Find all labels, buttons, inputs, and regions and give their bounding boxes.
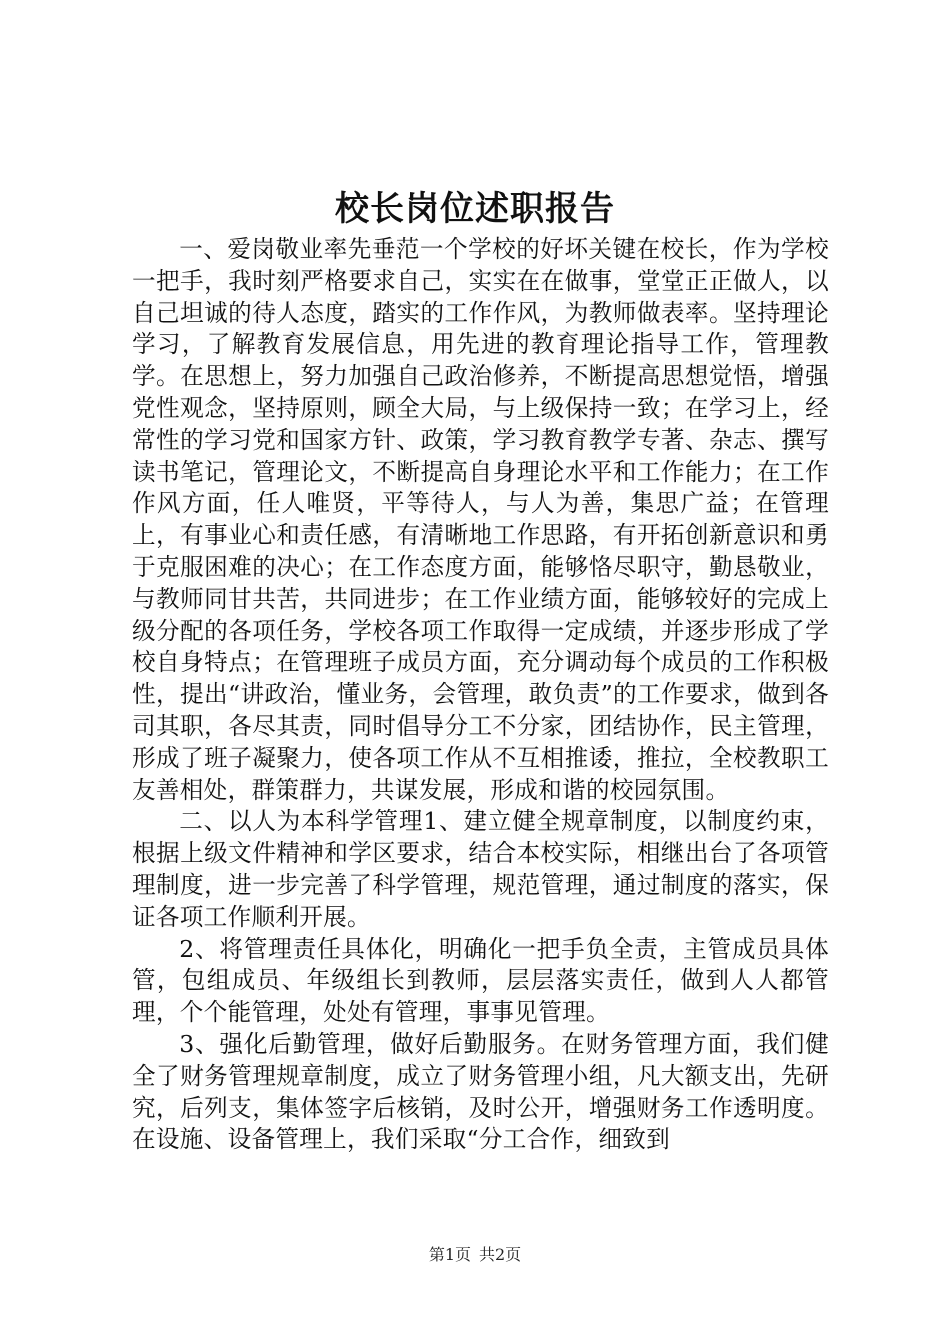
paragraph-2: 二、以人为本科学管理1、建立健全规章制度，以制度约束，根据上级文件精神和学区要求，结合本校实际，相继出台了各项管理制度，进一步完善了科学管理，规范管理，通过制度的落实，保证各项工作顺利开展。	[132, 807, 829, 931]
page-footer	[0, 1244, 950, 1266]
paragraph-3: 2、将管理责任具体化，明确化一把手负全责，主管成员具体管，包组成员、年级组长到教师，层层落实责任，做到人人都管理，个个能管理，处处有管理，事事见管理。	[132, 934, 829, 1027]
page-number-current: 第1页	[428, 1245, 471, 1264]
paragraph-1: 一、爱岗敬业率先垂范一个学校的好坏关键在校长，作为学校一把手，我时刻严格要求自己，实实在在做事，堂堂正正做人，以自己坦诚的待人态度，踏实的工作作风，为教师做表率。坚持理论学习，了解教育发展信息，用先进的教育理论指导工作，管理教学。在思想上，努力加强自己政治修养，不断提高思想觉悟，增强党性观念，坚持原则，顾全大局，与上级保持一致；在学习上，经常性的学习党和国家方针、政策，学习教育教学专著、杂志、撰写读书笔记，管理论文，不断提高自身理论水平和工作能力；在工作作风方面，任人唯贤，平等待人，与人为善，集思广益；在管理上，有事业心和责任感，有清晰地工作思路，有开拓创新意识和勇于克服困难的决心；在工作态度方面，能够恪尽职守，勤恳敬业，与教师同甘共苦，共同进步；在工作业绩方面，能够较好的完成上级分配的各项任务，学校各项工作取得一定成绩，并逐步形成了学校自身特点；在管理班子成员方面，充分调动每个成员的工作积极性，提出“讲政治，懂业务，会管理，敢负责”的工作要求，做到各司其职，各尽其责，同时倡导分工不分家，团结协作，民主管理，形成了班子凝聚力，使各项工作从不互相推诿，推拉，全校教职工友善相处，群策群力，共谋发展，形成和谐的校园氛围。	[132, 235, 829, 804]
document-body	[132, 234, 829, 1156]
page-number-total: 共2页	[479, 1245, 522, 1264]
document-title: 校长岗位述职报告	[335, 189, 615, 229]
paragraph-4: 3、强化后勤管理，做好后勤服务。在财务管理方面，我们健全了财务管理规章制度，成立了财务管理小组，凡大额支出，先研究，后列支，集体签字后核销，及时公开，增强财务工作透明度。在设施、设备管理上，我们采取“分工合作，细致到	[132, 1029, 829, 1154]
